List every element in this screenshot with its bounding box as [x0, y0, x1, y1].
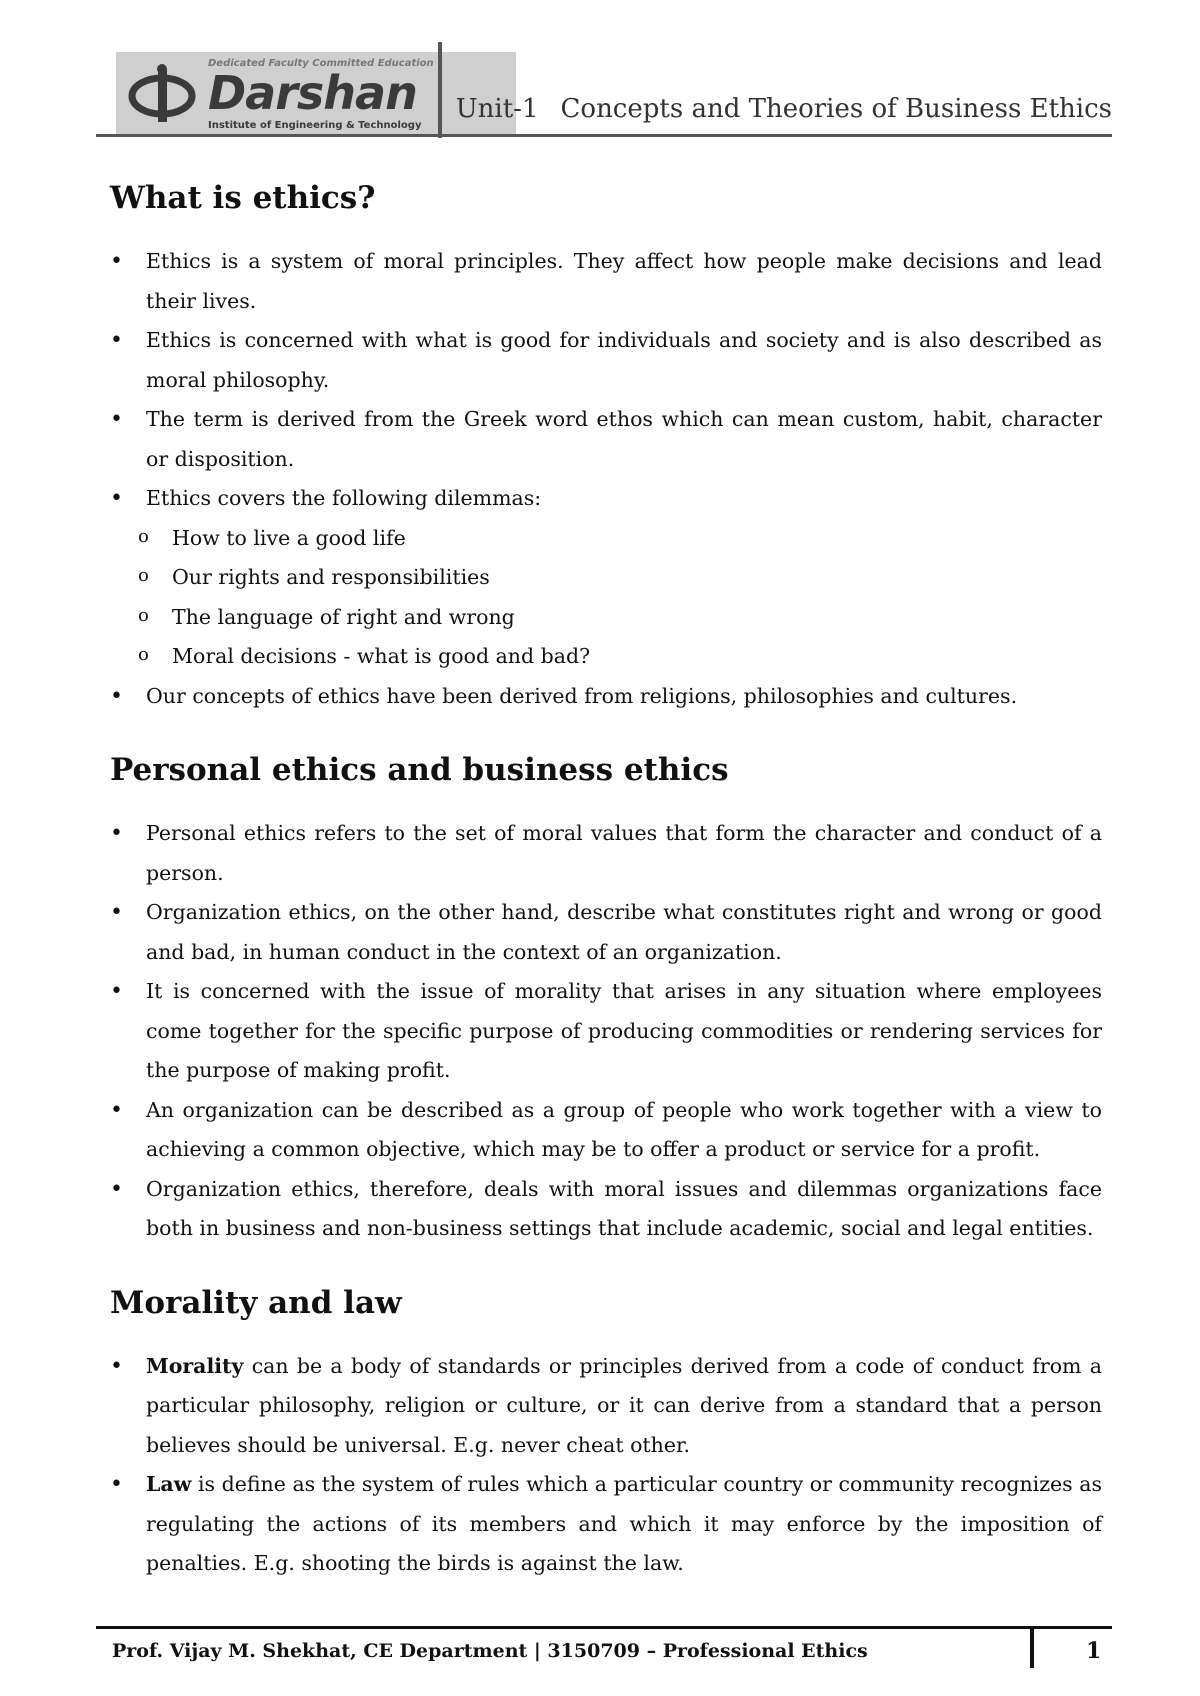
sub-list-item: o How to live a good life: [110, 519, 1102, 559]
bullet-list: [110, 242, 1102, 519]
sub-bullet-list: [110, 519, 1102, 677]
list-item: • Personal ethics refers to the set of moral values that form the character and conduct of a person.: [110, 814, 1102, 893]
list-item: • Our concepts of ethics have been derived from religions, philosophies and cultures.: [110, 677, 1102, 717]
sub-list-item: o The language of right and wrong: [110, 598, 1102, 638]
term-definition: can be a body of standards or principles derived from a code of conduct from a particular philosophy, religion or culture, or it can derive from a standard that a person believes should be universal. E.g. never cheat other.: [146, 1353, 1102, 1457]
logo-name: Darshan: [208, 66, 417, 120]
list-item: [110, 1347, 1102, 1466]
logo-subtitle: Institute of Engineering & Technology: [208, 120, 422, 131]
list-item: • Ethics is a system of moral principles. They affect how people make decisions and lead their lives.: [110, 242, 1102, 321]
bullet-list: [110, 814, 1102, 1249]
list-item: • Organization ethics, therefore, deals with moral issues and dilemmas organizations face both in business and non-business settings that include academic, social and legal entities.: [110, 1170, 1102, 1249]
page-content: [110, 176, 1102, 1584]
section-heading: Morality and law: [110, 1284, 402, 1321]
list-item: • An organization can be described as a group of people who work together with a view to achieving a common objective, which may be to offer a product or service for a profit.: [110, 1091, 1102, 1170]
unit-label: Unit-1: [455, 94, 539, 124]
list-item: [110, 1465, 1102, 1584]
footer-rule: [96, 1626, 1112, 1629]
logo-tagline: Dedicated Faculty Committed Education: [208, 58, 434, 69]
darshan-emblem-icon: [128, 64, 198, 124]
list-item: [110, 479, 1102, 519]
sub-list-item: o Moral decisions - what is good and bad?: [110, 637, 1102, 677]
footer-text: Prof. Vijay M. Shekhat, CE Department | 3150709 – Professional Ethics: [112, 1640, 868, 1662]
section-heading: Personal ethics and business ethics: [110, 752, 729, 788]
sub-list-item: o Our rights and responsibilities: [110, 558, 1102, 598]
list-item: • Ethics is concerned with what is good for individuals and society and is also described as moral philosophy.: [110, 321, 1102, 400]
list-item: • Organization ethics, on the other hand, describe what constitutes right and wrong or good and bad, in human conduct in the context of an organization.: [110, 893, 1102, 972]
unit-title: Concepts and Theories of Business Ethics: [560, 94, 1112, 124]
page-number: 1: [1086, 1638, 1102, 1664]
bullet-list: [110, 677, 1102, 717]
page-header: [96, 40, 1112, 140]
header-title: [456, 94, 1112, 124]
section-heading: What is ethics?: [110, 180, 376, 216]
bullet-list: [110, 1347, 1102, 1584]
list-item: • It is concerned with the issue of morality that arises in any situation where employees come together for the specific purpose of producing commodities or rendering services for the purpose of making profit.: [110, 972, 1102, 1091]
term-morality: Morality: [146, 1353, 244, 1378]
list-item-text: Ethics covers the following dilemmas:: [146, 486, 542, 510]
term-law: Law: [146, 1472, 192, 1496]
header-divider: [438, 42, 442, 138]
footer-divider: [1030, 1628, 1034, 1668]
list-item: • The term is derived from the Greek word ethos which can mean custom, habit, character or disposition.: [110, 400, 1102, 479]
header-rule: [96, 134, 1112, 137]
term-definition: is define as the system of rules which a particular country or community recognizes as regulating the actions of its members and which it may enforce by the imposition of penalties. E.g. shooting the birds is against the law.: [146, 1472, 1102, 1575]
